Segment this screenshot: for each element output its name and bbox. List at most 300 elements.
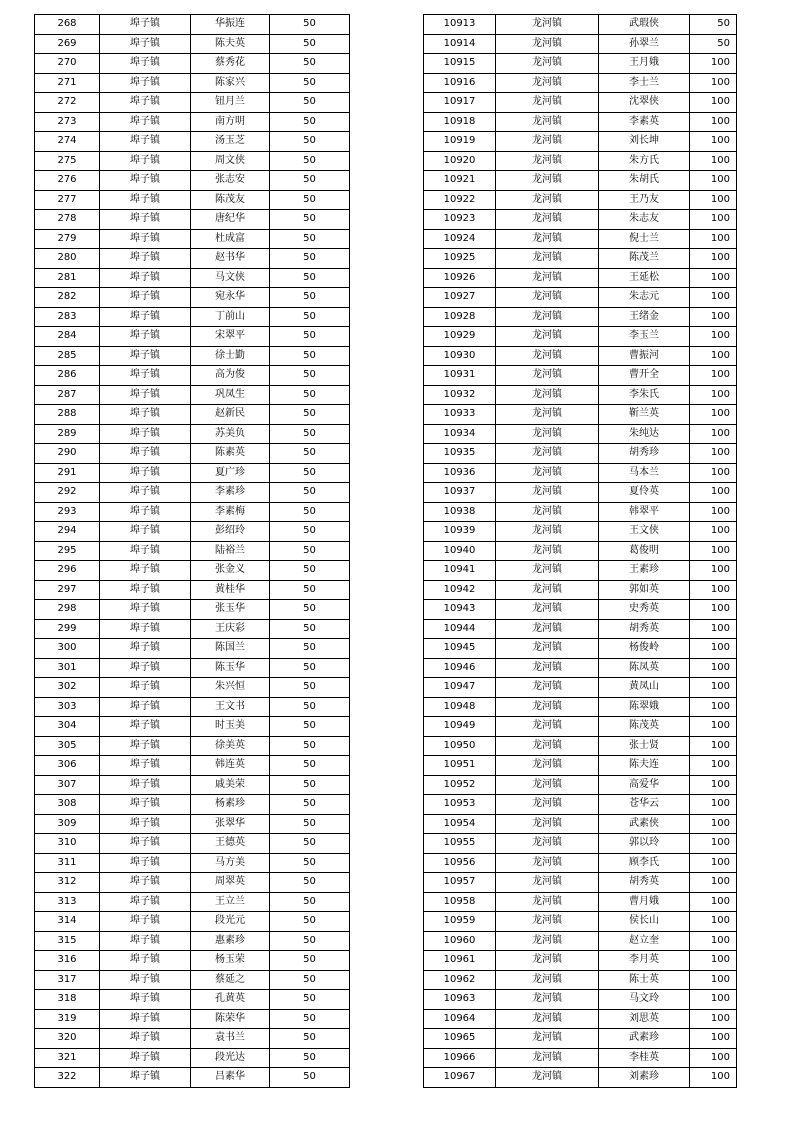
town-cell: 埠子镇 [100, 54, 191, 74]
row-number-cell: 10953 [424, 795, 496, 815]
town-cell: 龙河镇 [496, 697, 599, 717]
town-cell: 埠子镇 [100, 346, 191, 366]
row-number-cell: 10937 [424, 483, 496, 503]
town-cell: 龙河镇 [496, 288, 599, 308]
row-number-cell: 10965 [424, 1029, 496, 1049]
table-row [35, 132, 350, 152]
amount-cell: 100 [690, 522, 737, 542]
table-row [424, 151, 737, 171]
person-name-cell: 陈夫英 [191, 34, 270, 54]
table-row [424, 795, 737, 815]
person-name-cell: 杨素珍 [191, 795, 270, 815]
town-cell: 龙河镇 [496, 639, 599, 659]
row-number-cell: 273 [35, 112, 100, 132]
row-number-cell: 270 [35, 54, 100, 74]
town-cell: 龙河镇 [496, 483, 599, 503]
row-number-cell: 294 [35, 522, 100, 542]
amount-cell: 50 [270, 151, 350, 171]
row-number-cell: 296 [35, 561, 100, 581]
amount-cell: 100 [690, 970, 737, 990]
table-row [424, 424, 737, 444]
person-name-cell: 周文侠 [191, 151, 270, 171]
town-cell: 埠子镇 [100, 775, 191, 795]
person-name-cell: 王立兰 [191, 892, 270, 912]
table-row [35, 171, 350, 191]
person-name-cell: 段光元 [191, 912, 270, 932]
town-cell: 龙河镇 [496, 502, 599, 522]
person-name-cell: 李月英 [599, 951, 690, 971]
table-row [35, 619, 350, 639]
row-number-cell: 313 [35, 892, 100, 912]
table-row [35, 639, 350, 659]
amount-cell: 100 [690, 853, 737, 873]
town-cell: 埠子镇 [100, 912, 191, 932]
amount-cell: 100 [690, 697, 737, 717]
table-row [35, 561, 350, 581]
town-cell: 龙河镇 [496, 970, 599, 990]
person-name-cell: 陈家兴 [191, 73, 270, 93]
person-name-cell: 杜成富 [191, 229, 270, 249]
amount-cell: 50 [690, 15, 737, 35]
row-number-cell: 10914 [424, 34, 496, 54]
person-name-cell: 王延松 [599, 268, 690, 288]
person-name-cell: 宛永华 [191, 288, 270, 308]
row-number-cell: 287 [35, 385, 100, 405]
table-row [35, 892, 350, 912]
table-row [424, 756, 737, 776]
town-cell: 龙河镇 [496, 151, 599, 171]
town-cell: 埠子镇 [100, 249, 191, 269]
town-cell: 埠子镇 [100, 268, 191, 288]
person-name-cell: 刘思英 [599, 1009, 690, 1029]
amount-cell: 50 [270, 970, 350, 990]
amount-cell: 50 [270, 385, 350, 405]
person-name-cell: 彭绍玲 [191, 522, 270, 542]
row-number-cell: 10967 [424, 1068, 496, 1088]
town-cell: 龙河镇 [496, 171, 599, 191]
row-number-cell: 275 [35, 151, 100, 171]
table-row [424, 210, 737, 230]
table-row [424, 775, 737, 795]
row-number-cell: 316 [35, 951, 100, 971]
row-number-cell: 320 [35, 1029, 100, 1049]
town-cell: 龙河镇 [496, 112, 599, 132]
row-number-cell: 10917 [424, 93, 496, 113]
table-row [35, 717, 350, 737]
person-name-cell: 李素梅 [191, 502, 270, 522]
town-cell: 龙河镇 [496, 1029, 599, 1049]
town-cell: 龙河镇 [496, 756, 599, 776]
amount-cell: 50 [270, 873, 350, 893]
table-row [424, 307, 737, 327]
amount-cell: 50 [270, 288, 350, 308]
amount-cell: 100 [690, 424, 737, 444]
amount-cell: 50 [270, 658, 350, 678]
town-cell: 龙河镇 [496, 268, 599, 288]
person-name-cell: 李素英 [599, 112, 690, 132]
table-row [424, 502, 737, 522]
row-number-cell: 274 [35, 132, 100, 152]
town-cell: 埠子镇 [100, 171, 191, 191]
town-cell: 龙河镇 [496, 444, 599, 464]
person-name-cell: 戚美荣 [191, 775, 270, 795]
town-cell: 埠子镇 [100, 15, 191, 35]
row-number-cell: 10922 [424, 190, 496, 210]
town-cell: 龙河镇 [496, 1048, 599, 1068]
table-row [424, 288, 737, 308]
town-cell: 埠子镇 [100, 931, 191, 951]
person-name-cell: 陈凤英 [599, 658, 690, 678]
person-name-cell: 陈荣华 [191, 1009, 270, 1029]
amount-cell: 50 [270, 112, 350, 132]
town-cell: 埠子镇 [100, 444, 191, 464]
person-name-cell: 陈茂友 [191, 190, 270, 210]
row-number-cell: 309 [35, 814, 100, 834]
amount-cell: 50 [690, 34, 737, 54]
person-name-cell: 丁前山 [191, 307, 270, 327]
row-number-cell: 10942 [424, 580, 496, 600]
row-number-cell: 10923 [424, 210, 496, 230]
table-row [35, 112, 350, 132]
town-cell: 龙河镇 [496, 990, 599, 1010]
person-name-cell: 武素珍 [599, 1029, 690, 1049]
amount-cell: 100 [690, 483, 737, 503]
row-number-cell: 293 [35, 502, 100, 522]
town-cell: 龙河镇 [496, 132, 599, 152]
amount-cell: 50 [270, 34, 350, 54]
amount-cell: 100 [690, 463, 737, 483]
amount-cell: 50 [270, 366, 350, 386]
town-cell: 龙河镇 [496, 658, 599, 678]
amount-cell: 100 [690, 288, 737, 308]
table-row [35, 756, 350, 776]
row-number-cell: 295 [35, 541, 100, 561]
row-number-cell: 272 [35, 93, 100, 113]
table-row [35, 1068, 350, 1088]
person-name-cell: 宋翠平 [191, 327, 270, 347]
row-number-cell: 10964 [424, 1009, 496, 1029]
right-roster-table [423, 14, 737, 1088]
person-name-cell: 胡秀英 [599, 619, 690, 639]
table-row [424, 483, 737, 503]
table-row [424, 658, 737, 678]
row-number-cell: 10941 [424, 561, 496, 581]
table-row [424, 580, 737, 600]
person-name-cell: 马文玲 [599, 990, 690, 1010]
row-number-cell: 10932 [424, 385, 496, 405]
town-cell: 龙河镇 [496, 522, 599, 542]
town-cell: 龙河镇 [496, 892, 599, 912]
table-row [35, 736, 350, 756]
row-number-cell: 284 [35, 327, 100, 347]
person-name-cell: 张金义 [191, 561, 270, 581]
row-number-cell: 302 [35, 678, 100, 698]
amount-cell: 100 [690, 210, 737, 230]
town-cell: 埠子镇 [100, 541, 191, 561]
amount-cell: 50 [270, 580, 350, 600]
town-cell: 龙河镇 [496, 424, 599, 444]
amount-cell: 100 [690, 327, 737, 347]
row-number-cell: 10962 [424, 970, 496, 990]
amount-cell: 50 [270, 346, 350, 366]
town-cell: 埠子镇 [100, 307, 191, 327]
person-name-cell: 徐美英 [191, 736, 270, 756]
table-row [424, 717, 737, 737]
row-number-cell: 317 [35, 970, 100, 990]
row-number-cell: 307 [35, 775, 100, 795]
amount-cell: 50 [270, 1048, 350, 1068]
town-cell: 埠子镇 [100, 717, 191, 737]
person-name-cell: 朱志友 [599, 210, 690, 230]
table-row [35, 775, 350, 795]
row-number-cell: 322 [35, 1068, 100, 1088]
town-cell: 埠子镇 [100, 658, 191, 678]
row-number-cell: 10948 [424, 697, 496, 717]
row-number-cell: 285 [35, 346, 100, 366]
amount-cell: 100 [690, 171, 737, 191]
town-cell: 埠子镇 [100, 385, 191, 405]
person-name-cell: 胡秀英 [599, 873, 690, 893]
row-number-cell: 297 [35, 580, 100, 600]
table-row [424, 522, 737, 542]
amount-cell: 100 [690, 912, 737, 932]
table-row [424, 132, 737, 152]
amount-cell: 50 [270, 405, 350, 425]
amount-cell: 100 [690, 775, 737, 795]
amount-cell: 50 [270, 834, 350, 854]
town-cell: 龙河镇 [496, 795, 599, 815]
person-name-cell: 陈茂兰 [599, 249, 690, 269]
row-number-cell: 10915 [424, 54, 496, 74]
town-cell: 埠子镇 [100, 112, 191, 132]
table-row [424, 873, 737, 893]
person-name-cell: 朱胡氏 [599, 171, 690, 191]
amount-cell: 100 [690, 541, 737, 561]
row-number-cell: 10952 [424, 775, 496, 795]
table-row [35, 502, 350, 522]
row-number-cell: 10934 [424, 424, 496, 444]
person-name-cell: 唐纪华 [191, 210, 270, 230]
row-number-cell: 306 [35, 756, 100, 776]
person-name-cell: 杨玉荣 [191, 951, 270, 971]
person-name-cell: 王文侠 [599, 522, 690, 542]
person-name-cell: 史秀英 [599, 600, 690, 620]
person-name-cell: 黄凤山 [599, 678, 690, 698]
table-row [424, 171, 737, 191]
person-name-cell: 汤玉芝 [191, 132, 270, 152]
table-row [35, 873, 350, 893]
town-cell: 龙河镇 [496, 366, 599, 386]
person-name-cell: 曹振河 [599, 346, 690, 366]
person-name-cell: 孔黄英 [191, 990, 270, 1010]
amount-cell: 50 [270, 678, 350, 698]
person-name-cell: 韩翠平 [599, 502, 690, 522]
amount-cell: 100 [690, 990, 737, 1010]
person-name-cell: 黄桂华 [191, 580, 270, 600]
amount-cell: 50 [270, 444, 350, 464]
person-name-cell: 惠素珍 [191, 931, 270, 951]
row-number-cell: 10920 [424, 151, 496, 171]
amount-cell: 100 [690, 834, 737, 854]
amount-cell: 100 [690, 268, 737, 288]
table-row [35, 522, 350, 542]
amount-cell: 100 [690, 814, 737, 834]
town-cell: 埠子镇 [100, 834, 191, 854]
table-row [35, 541, 350, 561]
person-name-cell: 侯长山 [599, 912, 690, 932]
person-name-cell: 王文书 [191, 697, 270, 717]
amount-cell: 100 [690, 93, 737, 113]
table-row [424, 912, 737, 932]
amount-cell: 50 [270, 736, 350, 756]
amount-cell: 50 [270, 424, 350, 444]
amount-cell: 50 [270, 249, 350, 269]
table-row [424, 405, 737, 425]
person-name-cell: 曹月娥 [599, 892, 690, 912]
person-name-cell: 王乃友 [599, 190, 690, 210]
amount-cell: 100 [690, 385, 737, 405]
person-name-cell: 华振连 [191, 15, 270, 35]
person-name-cell: 王庆彩 [191, 619, 270, 639]
person-name-cell: 张志安 [191, 171, 270, 191]
amount-cell: 100 [690, 658, 737, 678]
amount-cell: 100 [690, 580, 737, 600]
person-name-cell: 陈翠娥 [599, 697, 690, 717]
table-row [424, 190, 737, 210]
row-number-cell: 282 [35, 288, 100, 308]
amount-cell: 100 [690, 307, 737, 327]
town-cell: 埠子镇 [100, 1029, 191, 1049]
amount-cell: 100 [690, 1068, 737, 1088]
row-number-cell: 10921 [424, 171, 496, 191]
amount-cell: 50 [270, 463, 350, 483]
row-number-cell: 318 [35, 990, 100, 1010]
amount-cell: 100 [690, 756, 737, 776]
row-number-cell: 10933 [424, 405, 496, 425]
person-name-cell: 杨俊岭 [599, 639, 690, 659]
town-cell: 埠子镇 [100, 73, 191, 93]
town-cell: 龙河镇 [496, 346, 599, 366]
person-name-cell: 李士兰 [599, 73, 690, 93]
row-number-cell: 10929 [424, 327, 496, 347]
table-row [35, 229, 350, 249]
row-number-cell: 276 [35, 171, 100, 191]
town-cell: 龙河镇 [496, 1068, 599, 1088]
person-name-cell: 陈茂英 [599, 717, 690, 737]
row-number-cell: 10961 [424, 951, 496, 971]
town-cell: 龙河镇 [496, 717, 599, 737]
town-cell: 龙河镇 [496, 385, 599, 405]
person-name-cell: 陆裕兰 [191, 541, 270, 561]
table-row [35, 951, 350, 971]
person-name-cell: 袁书兰 [191, 1029, 270, 1049]
amount-cell: 50 [270, 307, 350, 327]
person-name-cell: 马方美 [191, 853, 270, 873]
table-row [424, 1048, 737, 1068]
person-name-cell: 高为俊 [191, 366, 270, 386]
row-number-cell: 319 [35, 1009, 100, 1029]
town-cell: 龙河镇 [496, 912, 599, 932]
row-number-cell: 10913 [424, 15, 496, 35]
person-name-cell: 南方明 [191, 112, 270, 132]
town-cell: 龙河镇 [496, 678, 599, 698]
amount-cell: 50 [270, 229, 350, 249]
amount-cell: 100 [690, 151, 737, 171]
table-row [424, 736, 737, 756]
person-name-cell: 朱兴恒 [191, 678, 270, 698]
person-name-cell: 张玉华 [191, 600, 270, 620]
amount-cell: 50 [270, 853, 350, 873]
table-row [35, 405, 350, 425]
amount-cell: 100 [690, 112, 737, 132]
amount-cell: 50 [270, 522, 350, 542]
table-row [35, 1029, 350, 1049]
table-row [424, 834, 737, 854]
amount-cell: 50 [270, 1068, 350, 1088]
amount-cell: 100 [690, 132, 737, 152]
person-name-cell: 顾李氏 [599, 853, 690, 873]
amount-cell: 50 [270, 541, 350, 561]
table-row [424, 54, 737, 74]
town-cell: 龙河镇 [496, 54, 599, 74]
town-cell: 龙河镇 [496, 327, 599, 347]
table-row [424, 541, 737, 561]
amount-cell: 50 [270, 639, 350, 659]
town-cell: 埠子镇 [100, 132, 191, 152]
person-name-cell: 朱纯达 [599, 424, 690, 444]
row-number-cell: 299 [35, 619, 100, 639]
person-name-cell: 马本兰 [599, 463, 690, 483]
table-row [424, 249, 737, 269]
amount-cell: 100 [690, 639, 737, 659]
table-row [35, 385, 350, 405]
table-row [35, 697, 350, 717]
town-cell: 埠子镇 [100, 229, 191, 249]
table-row [35, 54, 350, 74]
table-row [35, 834, 350, 854]
table-row [35, 1009, 350, 1029]
amount-cell: 50 [270, 561, 350, 581]
row-number-cell: 301 [35, 658, 100, 678]
person-name-cell: 韩连英 [191, 756, 270, 776]
table-row [35, 307, 350, 327]
amount-cell: 100 [690, 444, 737, 464]
amount-cell: 50 [270, 912, 350, 932]
row-number-cell: 283 [35, 307, 100, 327]
town-cell: 埠子镇 [100, 580, 191, 600]
table-row [424, 444, 737, 464]
table-row [35, 853, 350, 873]
table-row [424, 697, 737, 717]
town-cell: 埠子镇 [100, 405, 191, 425]
person-name-cell: 蔡秀花 [191, 54, 270, 74]
town-cell: 龙河镇 [496, 951, 599, 971]
person-name-cell: 陈夫连 [599, 756, 690, 776]
table-row [35, 658, 350, 678]
table-row [35, 1048, 350, 1068]
row-number-cell: 289 [35, 424, 100, 444]
person-name-cell: 王德英 [191, 834, 270, 854]
amount-cell: 100 [690, 873, 737, 893]
row-number-cell: 304 [35, 717, 100, 737]
row-number-cell: 10924 [424, 229, 496, 249]
town-cell: 龙河镇 [496, 15, 599, 35]
amount-cell: 100 [690, 346, 737, 366]
person-name-cell: 朱方氏 [599, 151, 690, 171]
table-row [35, 249, 350, 269]
table-row [35, 678, 350, 698]
row-number-cell: 10928 [424, 307, 496, 327]
